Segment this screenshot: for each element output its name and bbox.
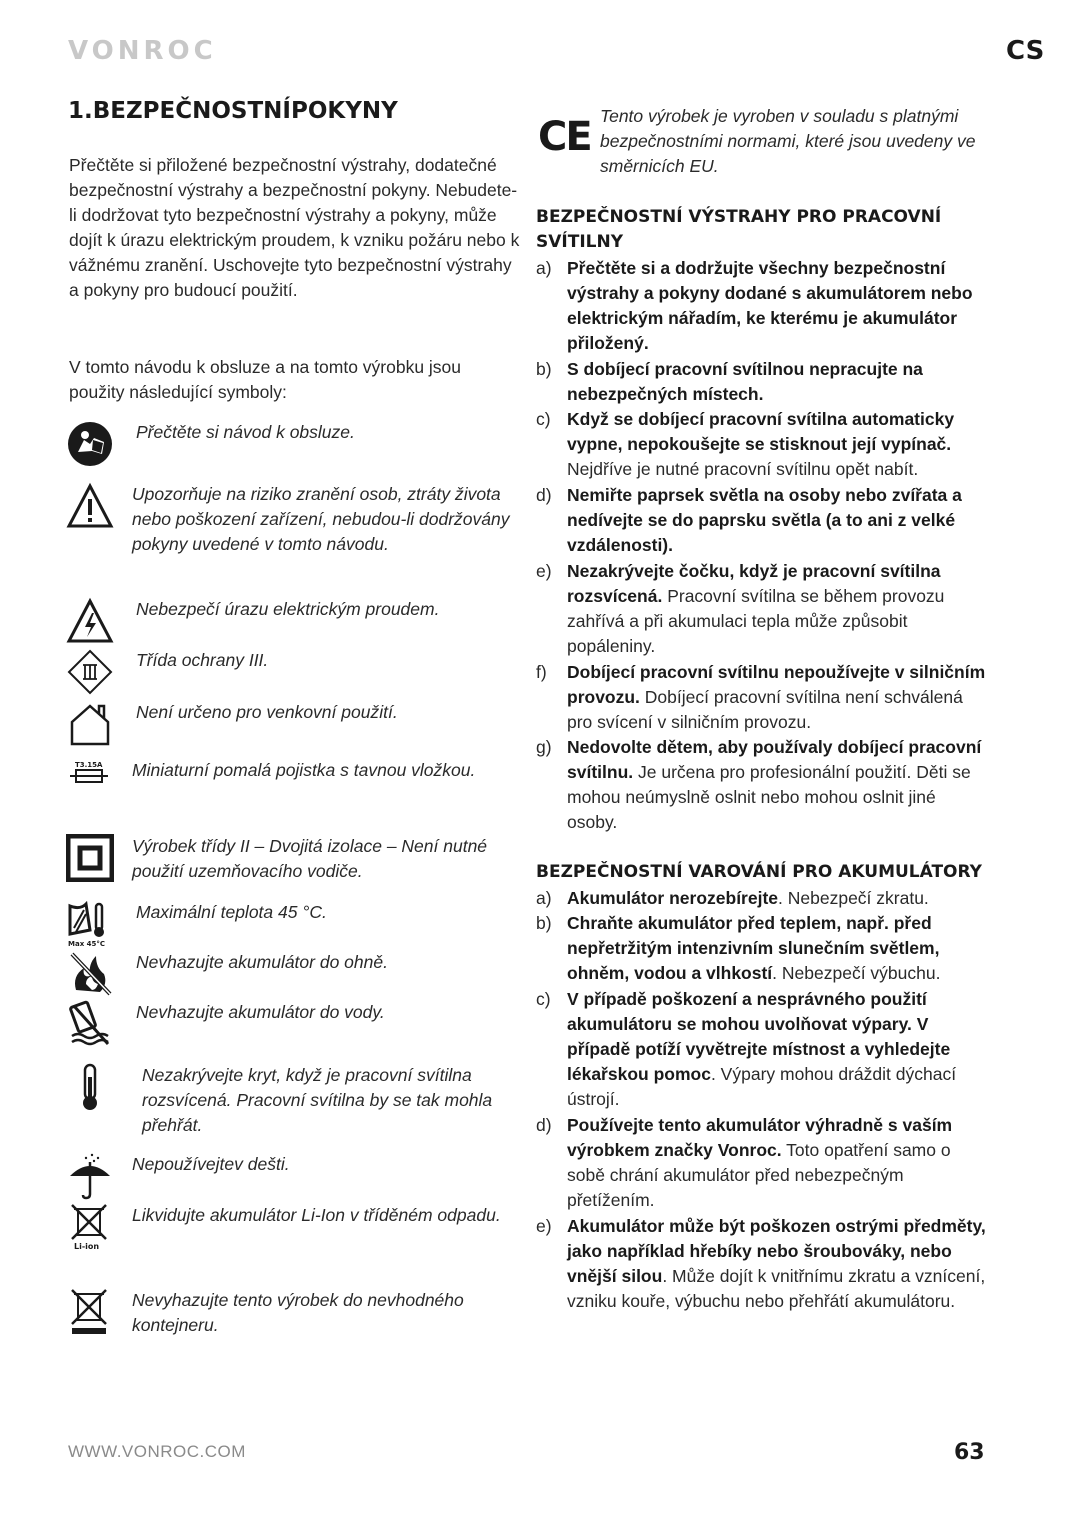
page-number: 63	[954, 1440, 985, 1465]
warning-item	[536, 256, 986, 356]
warning-item	[536, 559, 986, 659]
item-normal-text: Dobíjecí pracovní svítilna není schválená pro svícení v silničním provozu.	[567, 687, 963, 732]
warning-item	[536, 483, 986, 558]
item-letter: c)	[536, 409, 551, 429]
item-normal-text: Toto opatření samo o sobě chrání akumulátor před nebezpečným přetížením.	[567, 1140, 951, 1210]
warning-item	[536, 886, 986, 911]
brand-logo: VONROC	[68, 36, 217, 66]
weee-bin-icon	[66, 1288, 114, 1336]
item-bold-text: V případě poškození a nesprávného použití akumulátoru se mohou uvolňovat výpary. V případě potíží vyvětrejte místnost a vyhledejte lékařskou pomoc	[567, 989, 951, 1084]
symbol-row	[66, 900, 526, 950]
max-temperature-icon	[66, 900, 114, 948]
symbol-row	[66, 950, 526, 1000]
item-letter: a)	[536, 258, 552, 278]
item-letter: d)	[536, 485, 552, 505]
fuse-icon	[66, 758, 114, 806]
item-bold-text: S dobíjecí pracovní svítilnou nepracujte na nebezpečných místech.	[567, 359, 923, 404]
electric-shock-icon	[66, 597, 114, 645]
double-insulation-icon	[66, 834, 114, 882]
class-iii-icon	[66, 648, 114, 696]
symbol-text: Není určeno pro venkovní použití.	[136, 702, 398, 722]
item-letter: g)	[536, 737, 552, 757]
warning-item	[536, 660, 986, 735]
symbol-text: Miniaturní pomalá pojistka s tavnou vložkou.	[132, 760, 476, 780]
item-normal-text: . Nebezpečí zkratu.	[778, 888, 929, 908]
symbol-row	[66, 1288, 526, 1338]
item-letter: f)	[536, 662, 547, 682]
item-letter: e)	[536, 1216, 552, 1236]
symbol-text: Třída ochrany III.	[136, 650, 269, 670]
indoor-only-icon	[66, 700, 114, 748]
symbol-row	[66, 1152, 526, 1202]
item-bold-text: Přečtěte si a dodržujte všechny bezpečnostní výstrahy a pokyny dodané s akumulátorem nebo elektrickým nářadím, ke kterému je akumulátor přiložený.	[567, 258, 973, 353]
li-ion-recycle-icon	[66, 1203, 114, 1251]
warning-item	[536, 1113, 986, 1213]
item-bold-text: Používejte tento akumulátor výhradně s vaším výrobkem značky Vonroc.	[567, 1115, 953, 1160]
ce-mark-icon: CE	[538, 114, 591, 160]
warning-item	[536, 987, 986, 1112]
item-letter: b)	[536, 913, 552, 933]
warning-item	[536, 407, 986, 482]
item-bold-text: Nedovolte dětem, aby používaly dobíjecí pracovní svítilnu.	[567, 737, 982, 782]
read-manual-icon	[66, 420, 114, 468]
item-bold-text: Když se dobíjecí pracovní svítilna automaticky vypne, nepokoušejte se stisknout její vypínač.	[567, 409, 955, 454]
warning-item	[536, 735, 986, 835]
warning-item	[536, 1214, 986, 1314]
symbol-text: Nevhazujte akumulátor do ohně.	[136, 952, 388, 972]
item-bold-text: Chraňte akumulátor před teplem, např. před nepřetržitým intenzivním slunečním světlem, ohněm, vodou a vlhkostí	[567, 913, 940, 983]
symbol-row	[66, 1203, 526, 1253]
symbol-text: Nevhazujte akumulátor do vody.	[136, 1002, 385, 1022]
warning-triangle-icon	[66, 482, 114, 530]
item-normal-text: Je určena pro profesionální použití. Děti se mohou neúmyslně oslnit nebo mohou oslnit jiné osoby.	[567, 762, 971, 832]
item-letter: a)	[536, 888, 552, 908]
symbol-row	[66, 482, 526, 554]
item-bold-text: Nezakrývejte čočku, když je pracovní svítilna rozsvícená.	[567, 561, 941, 606]
symbol-row	[66, 1000, 526, 1050]
symbol-row	[66, 648, 526, 698]
item-letter: e)	[536, 561, 552, 581]
item-bold-text: Nemiřte paprsek světla na osoby nebo zvířata a nedívejte se do paprsku světla (a to ani z velké vzdálenosti).	[567, 485, 962, 555]
max-temperature-label: Max 45°C	[68, 940, 106, 948]
symbol-text: Nebezpečí úrazu elektrickým proudem.	[136, 599, 440, 619]
item-bold-text: Dobíjecí pracovní svítilnu nepoužívejte v silničním provozu.	[567, 662, 986, 707]
intro-paragraph: Přečtěte si přiložené bezpečnostní výstrahy, dodatečné bezpečnostní výstrahy a bezpečnostní pokyny. Nebudete-li dodržovat tyto bezpečnostní výstrahy a pokyny, může dojít k úrazu elektrickým proudem, k vzniku požáru nebo k vážnému zranění. Uschovejte tyto bezpečnostní výstrahy a pokyny pro budoucí použití.	[69, 155, 520, 300]
item-normal-text: Pracovní svítilna se během provozu zahřívá a při akumulaci tepla může způsobit popáleniny.	[567, 586, 945, 656]
item-normal-text: Nejdříve je nutné pracovní svítilnu opět nabít.	[567, 459, 919, 479]
fuse-rating-label: T3.15A	[75, 761, 103, 769]
section-heading-work-lights: BEZPEČNOSTNÍ VÝSTRAHY PRO PRACOVNÍ SVÍTILNY	[536, 207, 942, 252]
symbol-row	[66, 758, 526, 808]
warning-item	[536, 357, 986, 407]
symbol-text: Nezakrývejte kryt, když je pracovní svítilna rozsvícená. Pracovní svítilna by se tak mohla přehřát.	[142, 1065, 493, 1135]
symbol-row	[66, 834, 526, 884]
symbol-text: Nepoužívejtev dešti.	[132, 1154, 290, 1174]
symbol-text: Přečtěte si návod k obsluze.	[136, 422, 355, 442]
symbol-text: Upozorňuje na riziko zranění osob, ztráty života nebo poškození zařízení, nebudou-li dodržovány pokyny uvedené v tomto návodu.	[132, 484, 510, 554]
item-letter: b)	[536, 359, 552, 379]
symbol-row	[66, 597, 526, 647]
footer-website: WWW.VONROC.COM	[68, 1442, 246, 1461]
symbols-intro-paragraph: V tomto návodu k obsluze a na tomto výrobku jsou použity následující symboly:	[69, 357, 462, 402]
item-normal-text: . Výpary mohou dráždit dýchací ústrojí.	[567, 1064, 957, 1109]
item-bold-text: Akumulátor nerozebírejte	[567, 888, 779, 908]
thermometer-icon	[66, 1063, 114, 1111]
symbol-row	[66, 420, 526, 470]
section-heading-batteries: BEZPEČNOSTNÍ VAROVÁNÍ PRO AKUMULÁTORY	[536, 862, 982, 882]
item-normal-text: . Může dojít k vnitřnímu zkratu a vznícení, vzniku kouře, výbuchu nebo přehřátí akumulátoru.	[567, 1266, 986, 1311]
page-title: 1.BEZPEČNOSTNÍPOKYNY	[68, 98, 398, 124]
no-fire-icon	[66, 950, 114, 998]
symbol-row	[66, 1063, 526, 1135]
symbol-text: Maximální teplota 45 °C.	[136, 902, 327, 922]
language-code: CS	[1006, 36, 1045, 66]
warning-item	[536, 911, 986, 986]
li-ion-label: Li-ion	[74, 1242, 100, 1251]
no-water-icon	[66, 1000, 114, 1048]
item-letter: c)	[536, 989, 551, 1009]
symbol-text: Nevyhazujte tento výrobek do nevhodného kontejneru.	[132, 1290, 464, 1335]
item-letter: d)	[536, 1115, 552, 1135]
item-normal-text: . Nebezpečí výbuchu.	[772, 963, 941, 983]
item-bold-text: Akumulátor může být poškozen ostrými předměty, jako například hřebíky nebo šroubováky, nebo vnější silou	[567, 1216, 986, 1286]
symbol-row	[66, 700, 526, 750]
symbol-text: Výrobek třídy II – Dvojitá izolace – Není nutné použití uzemňovacího vodiče.	[132, 836, 488, 881]
symbol-text: Likvidujte akumulátor Li-Ion v tříděném odpadu.	[132, 1205, 501, 1225]
no-rain-icon	[66, 1152, 114, 1200]
ce-text: Tento výrobek je vyroben v souladu s platnými bezpečnostními normami, které jsou uvedeny ve směrnicích EU.	[600, 106, 976, 176]
